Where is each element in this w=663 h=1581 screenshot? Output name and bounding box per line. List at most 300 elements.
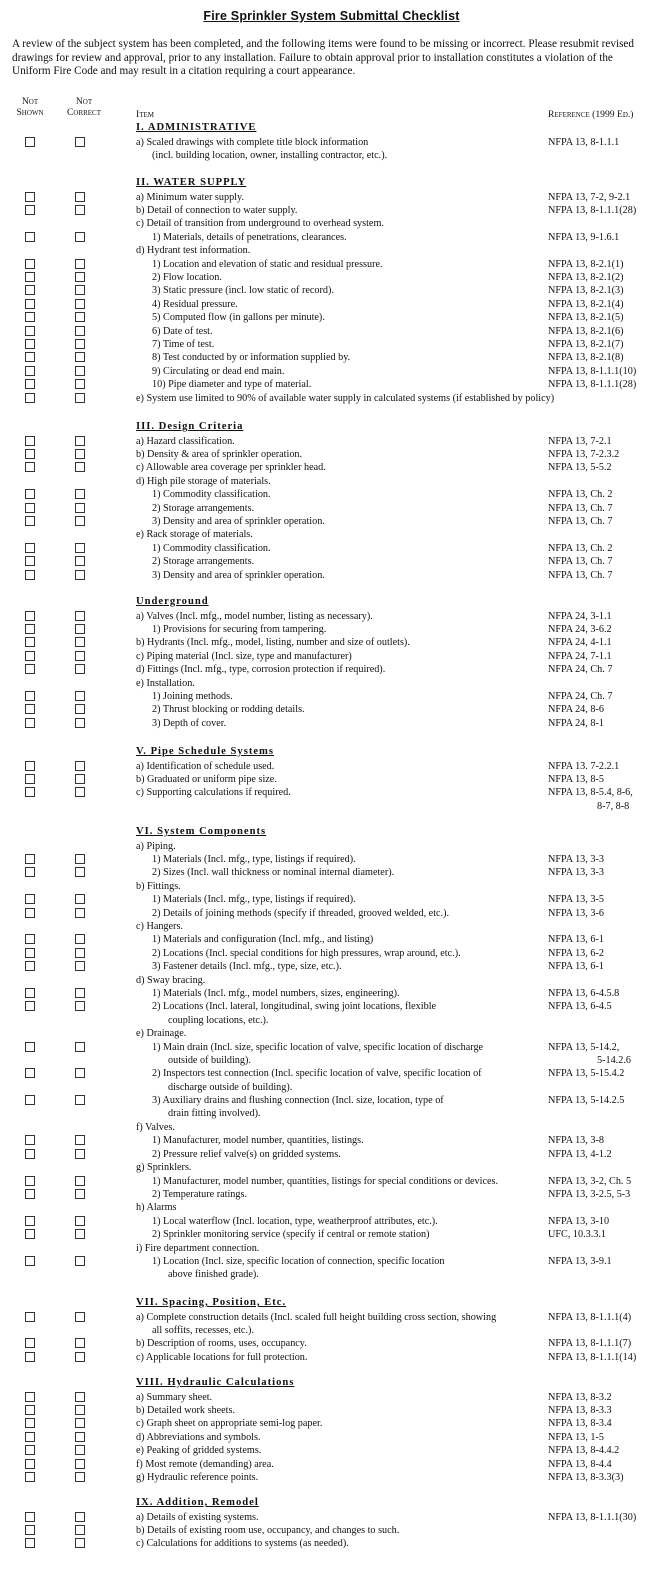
item-text: 5) Computed flow (in gallons per minute).	[152, 312, 325, 324]
reference-text: NFPA 13, 8-2.1(3)	[548, 285, 624, 297]
not-correct-checkbox[interactable]	[75, 1135, 85, 1145]
not-correct-checkbox[interactable]	[75, 339, 85, 349]
not-correct-checkbox[interactable]	[75, 436, 85, 446]
section-title: V. Pipe Schedule Systems	[136, 746, 274, 757]
not-correct-checkbox[interactable]	[75, 787, 85, 797]
item-text: g) Hydraulic reference points.	[136, 1471, 259, 1483]
not-shown-checkbox[interactable]	[25, 1001, 35, 1011]
not-correct-checkbox[interactable]	[75, 1418, 85, 1428]
not-correct-checkbox[interactable]	[75, 961, 85, 971]
item-text: 2) Storage arrangements.	[152, 502, 255, 514]
item-text: d) Fittings (Incl. mfg., type, corrosion protection if required).	[136, 664, 386, 676]
reference-text: NFPA 13, 6-4.5.8	[548, 987, 620, 999]
not-shown-checkbox[interactable]	[25, 1042, 35, 1052]
reference-text: NFPA 24, 8-1	[548, 717, 604, 729]
item-text: b) Detailed work sheets.	[136, 1404, 236, 1416]
reference-text: NFPA 13, Ch. 2	[548, 489, 613, 501]
not-shown-checkbox[interactable]	[25, 462, 35, 472]
not-shown-checkbox[interactable]	[25, 704, 35, 714]
reference-text: NFPA 13, 8-2.1(6)	[548, 325, 624, 337]
item-text: g) Sprinklers.	[136, 1162, 192, 1174]
reference-text: NFPA 13, 8-5	[548, 773, 604, 785]
reference-text: NFPA 13, 8-1.1.1(10)	[548, 365, 637, 377]
reference-text: NFPA 13, 5-14.2,	[548, 1041, 620, 1053]
item-text: b) Description of rooms, uses, occupancy.	[136, 1338, 307, 1350]
not-correct-checkbox[interactable]	[75, 761, 85, 771]
not-correct-checkbox[interactable]	[75, 285, 85, 295]
not-shown-checkbox[interactable]	[25, 1512, 35, 1522]
not-correct-checkbox[interactable]	[75, 691, 85, 701]
item-text: 2) Inspectors test connection (Incl. specific location of valve, specific location of	[152, 1068, 482, 1080]
not-shown-checkbox[interactable]	[25, 624, 35, 634]
reference-text: NFPA 13, 8-1.1.1(4)	[548, 1311, 632, 1323]
item-text-continued: outside of building).	[168, 1054, 251, 1066]
item-text: 1) Location (Incl. size, specific location of connection, specific location	[152, 1255, 445, 1267]
not-correct-checkbox[interactable]	[75, 312, 85, 322]
item-text-continued: discharge outside of building).	[168, 1081, 293, 1093]
reference-text: NFPA 13, 8-3.2	[548, 1391, 612, 1403]
not-shown-checkbox[interactable]	[25, 489, 35, 499]
not-correct-checkbox[interactable]	[75, 908, 85, 918]
reference-text: NFPA 13, 8-4.4	[548, 1458, 612, 1470]
section-title: I. ADMINISTRATIVE	[136, 122, 257, 133]
not-correct-checkbox[interactable]	[75, 651, 85, 661]
section-title: VIII. Hydraulic Calculations	[136, 1377, 295, 1388]
not-shown-checkbox[interactable]	[25, 393, 35, 403]
not-shown-checkbox[interactable]	[25, 516, 35, 526]
not-correct-checkbox[interactable]	[75, 1472, 85, 1482]
item-text: 2) Pressure relief valve(s) on gridded systems.	[152, 1148, 341, 1160]
not-shown-checkbox[interactable]	[25, 1432, 35, 1442]
reference-text: NFPA 13, 7-2.1	[548, 435, 612, 447]
not-shown-checkbox[interactable]	[25, 761, 35, 771]
item-text: 1) Main drain (Incl. size, specific location of valve, specific location of discharge	[152, 1041, 484, 1053]
not-shown-checkbox[interactable]	[25, 934, 35, 944]
reference-text: NFPA 13. 7-2.2.1	[548, 760, 620, 772]
not-correct-checkbox[interactable]	[75, 570, 85, 580]
item-text: 1) Commodity classification.	[152, 489, 271, 501]
not-shown-checkbox[interactable]	[25, 1229, 35, 1239]
reference-text: NFPA 13, 5-14.2.5	[548, 1095, 625, 1107]
not-shown-checkbox[interactable]	[25, 137, 35, 147]
reference-text-continued: 5-14.2.6	[597, 1054, 631, 1066]
item-text: c) Hangers.	[136, 920, 183, 932]
item-text: a) Minimum water supply.	[136, 191, 244, 203]
not-correct-checkbox[interactable]	[75, 232, 85, 242]
item-text: 4) Residual pressure.	[152, 298, 238, 310]
section-title: VI. System Components	[136, 826, 267, 837]
item-text: h) Alarms	[136, 1202, 177, 1214]
reference-text: NFPA 13, 8-2.1(4)	[548, 298, 624, 310]
item-text: a) Piping.	[136, 840, 176, 852]
item-text: e) Rack storage of materials.	[136, 529, 253, 541]
item-text: 2) Temperature ratings.	[152, 1188, 247, 1200]
item-text: a) Summary sheet.	[136, 1391, 213, 1403]
item-text: 1) Materials (Incl. mfg., model numbers, sizes, engineering).	[152, 987, 400, 999]
reference-text: NFPA 13, 1-5	[548, 1431, 604, 1443]
not-shown-checkbox[interactable]	[25, 1418, 35, 1428]
reference-text: NFPA 13, 3-10	[548, 1215, 610, 1227]
item-text: 1) Joining methods.	[152, 690, 233, 702]
page-title: Fire Sprinkler System Submittal Checklist	[203, 9, 460, 23]
item-text: 2) Storage arrangements.	[152, 556, 255, 568]
reference-text: NFPA 13, 8-3.4	[548, 1418, 612, 1430]
item-text-continued: all soffits, recesses, etc.).	[152, 1324, 254, 1336]
not-shown-checkbox[interactable]	[25, 787, 35, 797]
not-correct-checkbox[interactable]	[75, 543, 85, 553]
not-correct-checkbox[interactable]	[75, 272, 85, 282]
reference-text: NFPA 13, 8-5.4, 8-6,	[548, 787, 633, 799]
column-header-not-shown: Not Shown	[16, 96, 44, 118]
not-correct-checkbox[interactable]	[75, 366, 85, 376]
item-text: 1) Provisions for securing from tampering.	[152, 623, 327, 635]
item-text: c) Detail of transition from underground to overhead system.	[136, 218, 384, 230]
not-correct-checkbox[interactable]	[75, 137, 85, 147]
item-text: 1) Materials and configuration (Incl. mfg., and listing)	[152, 934, 374, 946]
not-shown-checkbox[interactable]	[25, 1459, 35, 1469]
reference-text: NFPA 13, 6-4.5	[548, 1001, 612, 1013]
not-shown-checkbox[interactable]	[25, 1525, 35, 1535]
not-shown-checkbox[interactable]	[25, 611, 35, 621]
not-correct-checkbox[interactable]	[75, 326, 85, 336]
not-shown-checkbox[interactable]	[25, 894, 35, 904]
reference-text: NFPA 13, 3-2, Ch. 5	[548, 1175, 632, 1187]
item-text: 1) Materials (Incl. mfg., type, listings if required).	[152, 894, 356, 906]
item-text: 1) Local waterflow (Incl. location, type, weatherproof attributes, etc.).	[152, 1215, 438, 1227]
not-shown-checkbox[interactable]	[25, 352, 35, 362]
not-shown-checkbox[interactable]	[25, 570, 35, 580]
reference-text: NFPA 13, 6-1	[548, 934, 604, 946]
item-text: e) Peaking of gridded systems.	[136, 1445, 262, 1457]
not-correct-checkbox[interactable]	[75, 1432, 85, 1442]
not-shown-checkbox[interactable]	[25, 1392, 35, 1402]
not-shown-checkbox[interactable]	[25, 192, 35, 202]
not-correct-checkbox[interactable]	[75, 854, 85, 864]
item-text: 3) Density and area of sprinkler operation.	[152, 569, 325, 581]
item-text: 2) Sprinkler monitoring service (specify if central or remote station)	[152, 1229, 430, 1241]
not-correct-checkbox[interactable]	[75, 611, 85, 621]
not-shown-checkbox[interactable]	[25, 299, 35, 309]
not-correct-checkbox[interactable]	[75, 1229, 85, 1239]
not-correct-checkbox[interactable]	[75, 637, 85, 647]
not-shown-checkbox[interactable]	[25, 379, 35, 389]
not-correct-checkbox[interactable]	[75, 718, 85, 728]
not-shown-checkbox[interactable]	[25, 366, 35, 376]
reference-text: NFPA 13, 3-6	[548, 907, 604, 919]
reference-text: NFPA 13, 3-5	[548, 894, 604, 906]
reference-text: NFPA 13, 8-1.1.1(28)	[548, 379, 637, 391]
not-correct-checkbox[interactable]	[75, 1001, 85, 1011]
item-text: c) Supporting calculations if required.	[136, 787, 291, 799]
not-shown-checkbox[interactable]	[25, 664, 35, 674]
item-text: e) Drainage.	[136, 1028, 187, 1040]
not-correct-checkbox[interactable]	[75, 704, 85, 714]
not-shown-checkbox[interactable]	[25, 637, 35, 647]
reference-text: NFPA 24, Ch. 7	[548, 690, 613, 702]
reference-text: NFPA 24, 7-1.1	[548, 650, 612, 662]
item-text: c) Applicable locations for full protection.	[136, 1351, 308, 1363]
item-text: a) Scaled drawings with complete title block information	[136, 136, 369, 148]
not-correct-checkbox[interactable]	[75, 462, 85, 472]
item-text: c) Calculations for additions to systems (as needed).	[136, 1538, 349, 1550]
item-text: 1) Materials, details of penetrations, clearances.	[152, 231, 347, 243]
not-shown-checkbox[interactable]	[25, 436, 35, 446]
not-correct-checkbox[interactable]	[75, 1512, 85, 1522]
reference-text: NFPA 13, 3-3	[548, 853, 604, 865]
item-text: b) Detail of connection to water supply.	[136, 204, 298, 216]
not-shown-checkbox[interactable]	[25, 272, 35, 282]
item-text: a) Hazard classification.	[136, 435, 235, 447]
not-shown-checkbox[interactable]	[25, 867, 35, 877]
reference-text: NFPA 13, 8-2.1(1)	[548, 258, 624, 270]
item-text: i) Fire department connection.	[136, 1242, 260, 1254]
item-text: 1) Manufacturer, model number, quantities, listings.	[152, 1135, 364, 1147]
not-correct-checkbox[interactable]	[75, 1256, 85, 1266]
not-correct-checkbox[interactable]	[75, 503, 85, 513]
section-title: III. Design Criteria	[136, 421, 244, 432]
reference-text: NFPA 13, 8-1.1.1(7)	[548, 1338, 632, 1350]
reference-text: NFPA 13, 6-2	[548, 947, 604, 959]
not-correct-checkbox[interactable]	[75, 352, 85, 362]
item-text: d) Abbreviations and symbols.	[136, 1431, 261, 1443]
reference-text: NFPA 13, 5-5.2	[548, 462, 612, 474]
item-text: f) Valves.	[136, 1121, 175, 1133]
reference-text: NFPA 13, 8-1.1.1	[548, 136, 620, 148]
not-shown-checkbox[interactable]	[25, 854, 35, 864]
reference-text: NFPA 13, Ch. 7	[548, 515, 613, 527]
not-correct-checkbox[interactable]	[75, 1392, 85, 1402]
not-shown-checkbox[interactable]	[25, 1405, 35, 1415]
section-title: VII. Spacing, Position, Etc.	[136, 1297, 287, 1308]
not-shown-checkbox[interactable]	[25, 908, 35, 918]
not-shown-checkbox[interactable]	[25, 988, 35, 998]
item-text: b) Details of existing room use, occupancy, and changes to such.	[136, 1524, 400, 1536]
not-shown-checkbox[interactable]	[25, 232, 35, 242]
item-text: 6) Date of test.	[152, 325, 213, 337]
reference-text: NFPA 13, 6-1	[548, 961, 604, 973]
not-correct-checkbox[interactable]	[75, 516, 85, 526]
not-shown-checkbox[interactable]	[25, 503, 35, 513]
reference-text: UFC, 10.3.3.1	[548, 1229, 607, 1241]
reference-text: NFPA 13, 8-2.1(5)	[548, 312, 624, 324]
not-shown-checkbox[interactable]	[25, 326, 35, 336]
not-shown-checkbox[interactable]	[25, 1068, 35, 1078]
not-correct-checkbox[interactable]	[75, 774, 85, 784]
not-shown-checkbox[interactable]	[25, 1352, 35, 1362]
not-shown-checkbox[interactable]	[25, 1472, 35, 1482]
not-correct-checkbox[interactable]	[75, 1312, 85, 1322]
reference-text: NFPA 13, 8-3.3(3)	[548, 1471, 624, 1483]
not-shown-checkbox[interactable]	[25, 259, 35, 269]
item-text-continued: coupling locations, etc.).	[168, 1014, 269, 1026]
not-correct-checkbox[interactable]	[75, 624, 85, 634]
item-text-continued: (incl. building location, owner, installing contractor, etc.).	[152, 149, 388, 161]
not-correct-checkbox[interactable]	[75, 1338, 85, 1348]
not-shown-checkbox[interactable]	[25, 339, 35, 349]
reference-text-continued: 8-7, 8-8	[597, 800, 630, 812]
section-title: II. WATER SUPPLY	[136, 177, 247, 188]
not-correct-checkbox[interactable]	[75, 259, 85, 269]
reference-text: NFPA 24, 8-6	[548, 704, 604, 716]
reference-text: NFPA 13, 8-4.4.2	[548, 1445, 620, 1457]
section-title: Underground	[136, 596, 209, 607]
item-text: c) Graph sheet on appropriate semi-log paper.	[136, 1418, 323, 1430]
item-text: 1) Location and elevation of static and residual pressure.	[152, 258, 383, 270]
not-correct-checkbox[interactable]	[75, 489, 85, 499]
item-text: 2) Details of joining methods (specify if threaded, grooved welded, etc.).	[152, 907, 450, 919]
item-text: d) Hydrant test information.	[136, 245, 251, 257]
not-correct-checkbox[interactable]	[75, 934, 85, 944]
not-correct-checkbox[interactable]	[75, 379, 85, 389]
not-correct-checkbox[interactable]	[75, 1352, 85, 1362]
not-correct-checkbox[interactable]	[75, 948, 85, 958]
not-correct-checkbox[interactable]	[75, 1095, 85, 1105]
not-correct-checkbox[interactable]	[75, 1445, 85, 1455]
item-text: 10) Pipe diameter and type of material.	[152, 379, 312, 391]
not-correct-checkbox[interactable]	[75, 1176, 85, 1186]
not-shown-checkbox[interactable]	[25, 961, 35, 971]
not-shown-checkbox[interactable]	[25, 1189, 35, 1199]
not-shown-checkbox[interactable]	[25, 948, 35, 958]
intro-paragraph: A review of the subject system has been completed, and the following items were found to be missing or incorrect. Please resubmit revised drawings for review and approval, prior to any installation. Failure to obtain approval prior to installation constitutes a violation of the Uniform Fire Code and may result in a citation requiring a court appearance.	[12, 38, 634, 77]
item-text-continued: above finished grade).	[168, 1269, 259, 1281]
not-correct-checkbox[interactable]	[75, 1216, 85, 1226]
item-text: f) Most remote (demanding) area.	[136, 1458, 274, 1470]
not-correct-checkbox[interactable]	[75, 1068, 85, 1078]
item-text: a) Complete construction details (Incl. scaled full height building cross section, showing	[136, 1311, 497, 1323]
not-correct-checkbox[interactable]	[75, 1405, 85, 1415]
not-shown-checkbox[interactable]	[25, 543, 35, 553]
not-shown-checkbox[interactable]	[25, 718, 35, 728]
item-text: b) Graduated or uniform pipe size.	[136, 773, 277, 785]
item-text: d) Sway bracing.	[136, 974, 206, 986]
item-text: 9) Circulating or dead end main.	[152, 365, 285, 377]
not-correct-checkbox[interactable]	[75, 1538, 85, 1548]
column-header-not-correct: Not Correct	[66, 96, 101, 118]
item-text: c) Allowable area coverage per sprinkler head.	[136, 462, 326, 474]
not-shown-checkbox[interactable]	[25, 556, 35, 566]
reference-text: NFPA 13, 5-15.4.2	[548, 1068, 625, 1080]
reference-text: NFPA 13, Ch. 7	[548, 502, 613, 514]
reference-text: NFPA 24, 3-1.1	[548, 610, 612, 622]
item-text: a) Identification of schedule used.	[136, 760, 275, 772]
item-text: b) Fittings.	[136, 880, 181, 892]
item-text: b) Hydrants (Incl. mfg., model, listing, number and size of outlets).	[136, 637, 410, 649]
reference-text: NFPA 24, 3-6.2	[548, 623, 612, 635]
item-text-continued: drain fitting involved).	[168, 1108, 261, 1120]
not-shown-checkbox[interactable]	[25, 1095, 35, 1105]
not-shown-checkbox[interactable]	[25, 1149, 35, 1159]
reference-text: NFPA 13, 9-1.6.1	[548, 231, 620, 243]
not-correct-checkbox[interactable]	[75, 1042, 85, 1052]
not-correct-checkbox[interactable]	[75, 988, 85, 998]
reference-text: NFPA 13, 8-2.1(8)	[548, 352, 624, 364]
item-text: a) Details of existing systems.	[136, 1511, 259, 1523]
reference-text: NFPA 13, 4-1.2	[548, 1148, 612, 1160]
item-text: 7) Time of test.	[152, 338, 215, 350]
reference-text: NFPA 13, 8-3.3	[548, 1404, 612, 1416]
not-correct-checkbox[interactable]	[75, 393, 85, 403]
item-text: 2) Locations (Incl. special conditions for high pressures, wrap around, etc.).	[152, 947, 461, 959]
reference-text: NFPA 13, Ch. 2	[548, 542, 613, 554]
item-text: 2) Flow location.	[152, 271, 222, 283]
reference-text: NFPA 13, 3-2.5, 5-3	[548, 1188, 631, 1200]
column-header-reference: Reference (1999 Ed.)	[548, 109, 634, 120]
item-text: 2) Sizes (Incl. wall thickness or nominal internal diameter).	[152, 867, 395, 879]
item-text: e) Installation.	[136, 677, 195, 689]
not-correct-checkbox[interactable]	[75, 894, 85, 904]
not-shown-checkbox[interactable]	[25, 1312, 35, 1322]
not-shown-checkbox[interactable]	[25, 205, 35, 215]
item-text: 1) Materials (Incl. mfg., type, listings if required).	[152, 853, 356, 865]
item-text: 2) Locations (Incl. lateral, longitudinal, swing joint locations, flexible	[152, 1001, 437, 1013]
not-correct-checkbox[interactable]	[75, 449, 85, 459]
not-shown-checkbox[interactable]	[25, 1256, 35, 1266]
item-text: c) Piping material (Incl. size, type and manufacturer)	[136, 650, 352, 662]
not-correct-checkbox[interactable]	[75, 299, 85, 309]
not-shown-checkbox[interactable]	[25, 449, 35, 459]
item-text: 3) Depth of cover.	[152, 717, 227, 729]
item-text: 3) Density and area of sprinkler operation.	[152, 515, 325, 527]
reference-text: NFPA 13, 8-1.1.1(14)	[548, 1351, 637, 1363]
not-shown-checkbox[interactable]	[25, 774, 35, 784]
not-shown-checkbox[interactable]	[25, 1445, 35, 1455]
not-correct-checkbox[interactable]	[75, 1525, 85, 1535]
reference-text: NFPA 13, 3-3	[548, 867, 604, 879]
column-header-item: Item	[136, 109, 154, 120]
not-correct-checkbox[interactable]	[75, 192, 85, 202]
not-correct-checkbox[interactable]	[75, 1189, 85, 1199]
not-shown-checkbox[interactable]	[25, 651, 35, 661]
item-text: 3) Fastener details (Incl. mfg., type, size, etc.).	[152, 961, 342, 973]
not-correct-checkbox[interactable]	[75, 556, 85, 566]
not-shown-checkbox[interactable]	[25, 1176, 35, 1186]
reference-text: NFPA 13, Ch. 7	[548, 569, 613, 581]
item-text: 2) Thrust blocking or rodding details.	[152, 704, 305, 716]
reference-text: NFPA 13, 8-1.1.1(30)	[548, 1511, 637, 1523]
reference-text: NFPA 13, Ch. 7	[548, 556, 613, 568]
reference-text: NFPA 13, 3-9.1	[548, 1255, 612, 1267]
not-shown-checkbox[interactable]	[25, 691, 35, 701]
reference-text: NFPA 13, 7-2.3.2	[548, 448, 620, 460]
not-correct-checkbox[interactable]	[75, 205, 85, 215]
not-shown-checkbox[interactable]	[25, 1135, 35, 1145]
not-correct-checkbox[interactable]	[75, 1459, 85, 1469]
not-shown-checkbox[interactable]	[25, 1338, 35, 1348]
item-text: 1) Manufacturer, model number, quantities, listings for special conditions or devices.	[152, 1175, 499, 1187]
not-shown-checkbox[interactable]	[25, 1216, 35, 1226]
item-text: 3) Static pressure (incl. low static of record).	[152, 285, 334, 297]
section-title: IX. Addition, Remodel	[136, 1497, 259, 1508]
not-shown-checkbox[interactable]	[25, 312, 35, 322]
not-correct-checkbox[interactable]	[75, 867, 85, 877]
item-text: 3) Auxiliary drains and flushing connection (Incl. size, location, type of	[152, 1095, 444, 1107]
reference-text: NFPA 13, 7-2, 9-2.1	[548, 191, 631, 203]
not-correct-checkbox[interactable]	[75, 664, 85, 674]
item-text: 8) Test conducted by or information supplied by.	[152, 352, 351, 364]
reference-text: NFPA 24, Ch. 7	[548, 664, 613, 676]
reference-text: NFPA 13, 8-2.1(7)	[548, 338, 624, 350]
item-text: a) Valves (Incl. mfg., model number, listing as necessary).	[136, 610, 373, 622]
not-shown-checkbox[interactable]	[25, 1538, 35, 1548]
item-text: 1) Commodity classification.	[152, 542, 271, 554]
item-text: b) Density & area of sprinkler operation.	[136, 448, 303, 460]
not-correct-checkbox[interactable]	[75, 1149, 85, 1159]
reference-text: NFPA 13, 8-1.1.1(28)	[548, 204, 637, 216]
not-shown-checkbox[interactable]	[25, 285, 35, 295]
reference-text: NFPA 24, 4-1.1	[548, 637, 612, 649]
reference-text: NFPA 13, 8-2.1(2)	[548, 271, 624, 283]
